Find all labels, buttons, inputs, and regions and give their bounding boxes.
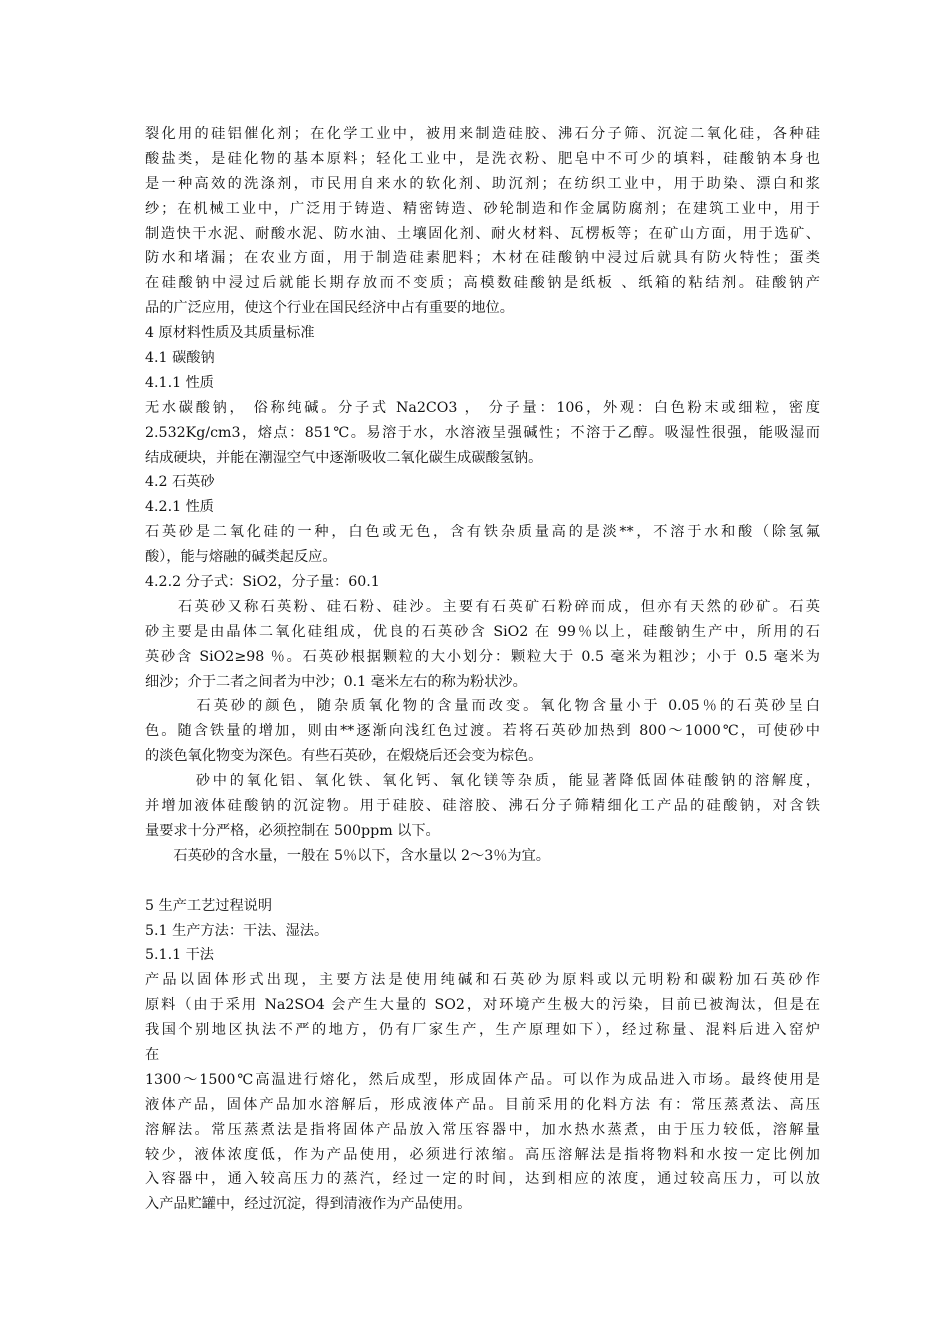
text-line: 4.2 石英砂	[145, 474, 215, 491]
document-body	[145, 122, 820, 1217]
text-line: 4.1.1 性质	[145, 374, 214, 391]
blank-line	[145, 869, 820, 894]
text-line: 量要求十分严格，必须控制在 500ppm 以下。	[145, 822, 440, 839]
text-line: 1300～1500℃高温进行熔化，然后成型，形成固体产品。可以作为成品进入市场。最终使用是	[145, 1071, 820, 1088]
text-line: 酸盐类，是硅化物的基本原料；轻化工业中，是洗衣粉、肥皂中不可少的填料，硅酸钠本身也	[145, 150, 820, 167]
text-line: 产品以固体形式出现，主要方法是使用纯碱和石英砂为原料或以元明粉和碳粉加石英砂作	[145, 972, 820, 989]
text-line: 酸），能与熔融的碱类起反应。	[145, 549, 337, 566]
text-line: 在硅酸钠中浸过后就能长期存放而不变质；高模数硅酸钠是纸板 、纸箱的粘结剂。硅酸钠产	[145, 275, 820, 292]
text-line: 并增加液体硅酸钠的沉淀物。用于硅胶、硅溶胶、沸石分子筛精细化工产品的硅酸钠，对含铁	[145, 798, 820, 815]
text-line: 英砂含 SiO2≥98 ％。石英砂根据颗粒的大小划分：颗粒大于 0.5 毫米为粗沙；小于 0.5 毫米为	[145, 648, 820, 665]
text-line: 石英砂是二氧化硅的一种，白色或无色，含有铁杂质量高的是淡**，不溶于水和酸（除氢氟	[145, 524, 820, 541]
text-line: 砂主要是由晶体二氧化硅组成，优良的石英砂含 SiO2 在 99％以上，硅酸钠生产中，所用的石	[145, 623, 820, 640]
text-line: 是一种高效的洗涤剂，市民用自来水的软化剂、助沉剂；在纺织工业中，用于助染、漂白和浆	[145, 175, 820, 192]
text-line: 4.2.2 分子式：SiO2，分子量：60.1	[145, 574, 380, 591]
text-line: 细沙；介于二者之间者为中沙；0.1 毫米左右的称为粉状沙。	[145, 673, 527, 690]
text-line: 我国个别地区执法不严的地方，仍有厂家生产，生产原理如下），经过称量、混料后进入窑炉	[145, 1022, 820, 1039]
text-line: 5.1 生产方法：干法、湿法。	[145, 922, 329, 939]
text-line: 结成硬块，并能在潮湿空气中逐渐吸收二氧化碳生成碳酸氢钠。	[145, 449, 543, 466]
text-line: 石英砂的颜色，随杂质氧化物的含量而改变。氧化物含量小于 0.05％的石英砂呈白	[145, 698, 820, 715]
text-line: 入产品贮罐中，经过沉淀，得到清液作为产品使用。	[145, 1196, 472, 1213]
text-line: 品的广泛应用，使这个行业在国民经济中占有重要的地位。	[145, 300, 514, 317]
text-line: 石英砂的含水量，一般在 5％以下，含水量以 2～3％为宜。	[145, 847, 550, 864]
text-line: 防水和堵漏；在农业方面，用于制造硅素肥料；木材在硅酸钠中浸过后就具有防火特性；蛋类	[145, 250, 820, 267]
text-line: 石英砂又称石英粉、硅石粉、硅沙。主要有石英矿石粉碎而成，但亦有天然的砂矿。石英	[145, 598, 820, 615]
text-line: 2.532Kg/cm3，熔点：851℃。易溶于水，水溶液呈强碱性；不溶于乙醇。吸湿性很强，能吸湿而	[145, 424, 820, 441]
text-line: 裂化用的硅铝催化剂；在化学工业中，被用来制造硅胶、沸石分子筛、沉淀二氧化硅，各种硅	[145, 126, 820, 142]
text-line: 入容器中，通入较高压力的蒸汽，经过一定的时间，达到相应的浓度，通过较高压力，可以放	[145, 1171, 820, 1188]
text-line: 制造快干水泥、耐酸水泥、防水油、土壤固化剂、耐火材料、瓦楞板等；在矿山方面，用于选矿、	[145, 225, 820, 242]
text-line: 4.2.1 性质	[145, 499, 214, 516]
text-line: 较少，液体浓度低，作为产品使用，必须进行浓缩。高压溶解法是指将物料和水按一定比例加	[145, 1146, 820, 1163]
text-line: 在	[145, 1046, 160, 1063]
text-line: 5 生产工艺过程说明	[145, 897, 273, 914]
text-line: 原料（由于采用 Na2SO4 会产生大量的 SO2，对环境产生极大的污染，目前已被淘汰，但是在	[145, 997, 820, 1014]
text-line: 色。随含铁量的增加，则由**逐渐向浅红色过渡。若将石英砂加热到 800～1000℃，可使砂中	[145, 723, 820, 740]
text-line: 4.1 碳酸钠	[145, 350, 215, 367]
text-line: 的淡色氧化物变为深色。有些石英砂，在煅烧后还会变为棕色。	[145, 748, 543, 765]
text-line: 无水碳酸钠， 俗称纯碱。分子式 Na2CO3 ， 分子量：106，外观：白色粉末或细粒，密度	[145, 399, 820, 416]
text-line: 4 原材料性质及其质量标准	[145, 325, 315, 342]
text-line: 溶解法。常压蒸煮法是指将固体产品放入常压容器中，加水热水蒸煮，由于压力较低，溶解量	[145, 1121, 820, 1138]
text-line: 液体产品，固体产品加水溶解后，形成液体产品。目前采用的化料方法 有：常压蒸煮法、高压	[145, 1096, 820, 1113]
text-line: 纱；在机械工业中，广泛用于铸造、精密铸造、砂轮制造和作金属防腐剂；在建筑工业中，用于	[145, 200, 820, 217]
text-line: 5.1.1 干法	[145, 947, 214, 964]
text-line: 砂中的氧化铝、氧化铁、氧化钙、氧化镁等杂质，能显著降低固体硅酸钠的溶解度，	[145, 773, 820, 790]
